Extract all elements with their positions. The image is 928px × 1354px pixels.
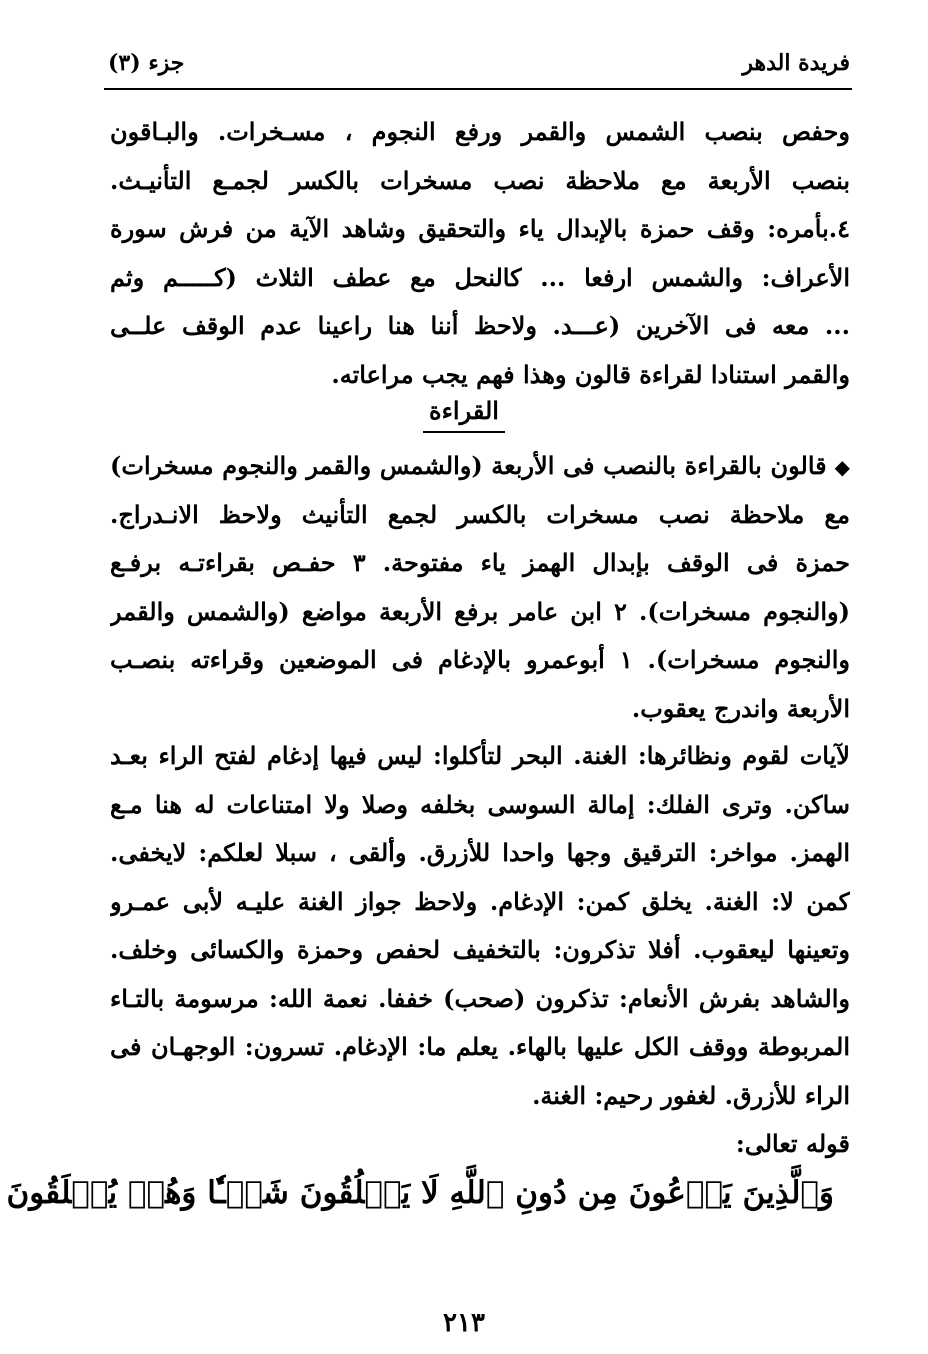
text-line: الهمز. مواخر: الترقيق وجها واحدا للأزرق. وألقى ، سبلا لعلكم: لايخفى. xyxy=(110,838,850,867)
text-line: ... معه فى الآخرين (عـــد. ولاحظ أننا هنا راعينا عدم الوقف علــى xyxy=(110,311,850,340)
readings-list xyxy=(110,442,850,733)
running-header xyxy=(108,36,850,76)
text-line: الأعراف: والشمس ارفعا ... كالنحل مع عطف الثلاث (كـــــم وثم xyxy=(110,262,850,292)
reading-line: والنجوم مسخرات). ١ أبوعمرو بالإدغام فى الموضعين وقراءته بنصـب xyxy=(110,645,850,674)
text-line: كمن لا: الغنة. يخلق كمن: الإدغام. ولاحظ جواز الغنة عليـه لأبى عمـرو xyxy=(110,886,850,916)
section-heading xyxy=(0,396,928,433)
header-divider xyxy=(104,88,852,90)
text-line: والشاهد بفرش الأنعام: تذكرون (صحب) خففا. نعمة الله: مرسومة بالتـاء xyxy=(110,983,850,1013)
top-paragraph xyxy=(110,108,850,399)
quran-verse-text: وَٱلَّذِينَ يَدۡعُونَ مِن دُونِ ٱللَّهِ لَا يَخۡلُقُونَ شَيۡـٔٗا وَهُمۡ يُخۡلَقُونَ xyxy=(6,1175,834,1211)
text-line: المربوطة ووقف الكل عليها بالهاء. يعلم ما: الإدغام. تسرون: الوجهـان فى xyxy=(110,1032,850,1061)
reading-line xyxy=(110,442,850,491)
book-title: فريدة الدهر xyxy=(742,50,850,76)
text-line: وحفص بنصب الشمس والقمر ورفع النجوم ، مسـخرات. والبـاقون xyxy=(110,117,850,146)
volume-label: جزء (٣) xyxy=(108,50,185,76)
text-line: الراء للأزرق. لغفور رحيم: الغنة. xyxy=(532,1080,850,1110)
text-line: ٤.بأمره: وقف حمزة بالإبدال ياء والتحقيق وشاهد الآية من فرش سورة xyxy=(110,214,850,243)
reading-line: الأربعة واندرج يعقوب. xyxy=(631,693,850,723)
reading-text: قالون بالقراءة بالنصب فى الأربعة (والشمس والقمر والنجوم مسخرات) xyxy=(110,451,827,480)
reading-line: مع ملاحظة نصب مسخرات بالكسر لجمع التأنيث ولاحظ الانـدراج. xyxy=(110,499,850,529)
text-line: والقمر استنادا لقراءة قالون وهذا فهم يجب مراعاته. xyxy=(331,359,850,389)
text-line: بنصب الأربعة مع ملاحظة نصب مسخرات بالكسر لجمـع التأنيـث. xyxy=(110,165,850,195)
reading-line: (والنجوم مسخرات). ٢ ابن عامر برفع الأربعة مواضع (والشمس والقمر xyxy=(110,596,850,626)
reading-line: حمزة فى الوقف بإبدال الهمز ياء مفتوحة. ٣ حفـص بقراءتـه برفـع xyxy=(110,548,850,577)
diamond-bullet-icon: ◆ xyxy=(834,455,850,479)
bottom-paragraph xyxy=(110,732,850,1169)
text-line: قوله تعالى: xyxy=(735,1129,850,1158)
text-line: ساكن. وترى الفلك: إمالة السوسى بخلفه وصلا ولا امتناعات له هنا مـع xyxy=(110,789,850,819)
quran-verse xyxy=(6,1163,834,1223)
section-heading-text: القراءة xyxy=(423,396,505,433)
page-number: ٢١٣ xyxy=(443,1308,485,1338)
text-line: لآيات لقوم ونظائرها: الغنة. البحر لتأكلوا: ليس فيها إدغام لفتح الراء بعـد xyxy=(110,741,850,770)
text-line: وتعينها ليعقوب. أفلا تذكرون: بالتخفيف لحفص وحمزة والكسائى وخلف. xyxy=(110,935,850,964)
